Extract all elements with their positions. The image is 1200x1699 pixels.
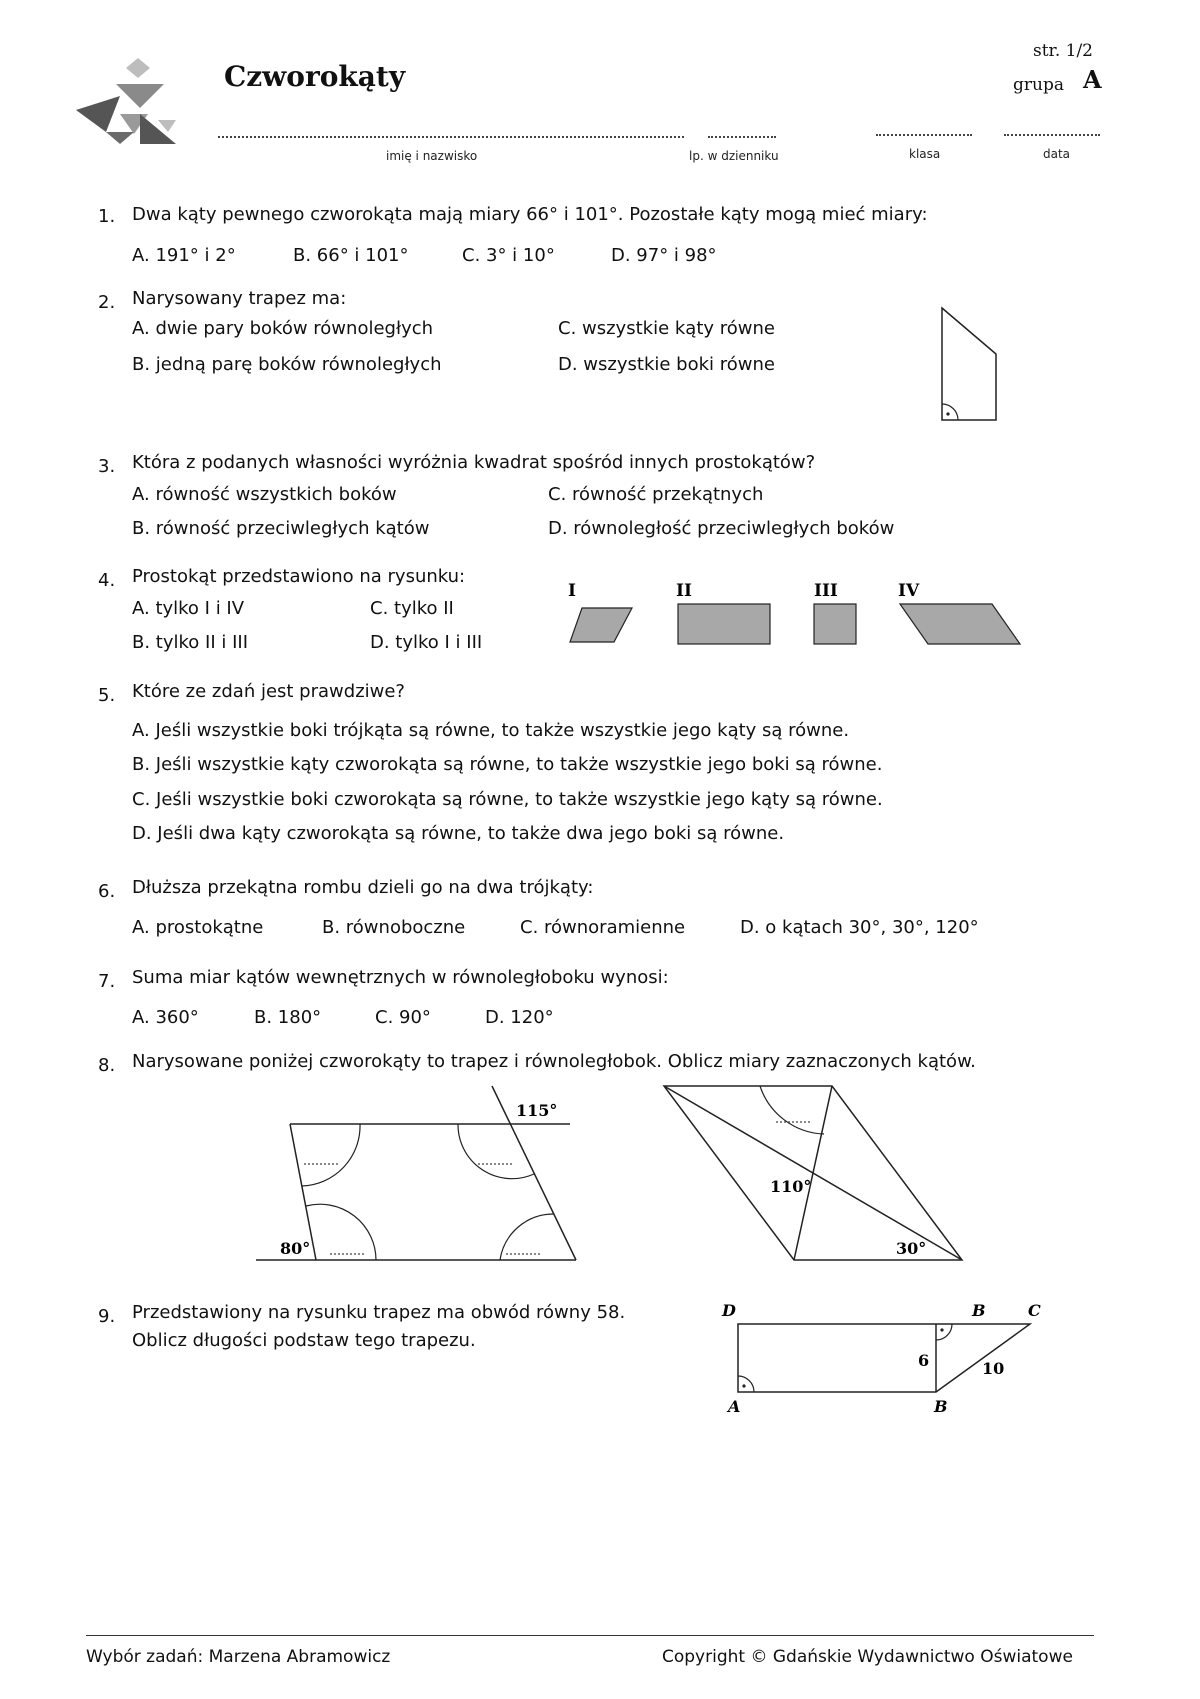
question-6-option-b[interactable]: B. równoboczne [322, 917, 466, 938]
logo-piece-dark-right [140, 114, 176, 144]
question-3-option-d[interactable]: D. równoległość przeciwległych boków [548, 518, 895, 539]
question-4-shapes-figure [560, 578, 1030, 658]
question-4-option-a[interactable]: A. tylko I i IV [132, 598, 245, 619]
question-1-option-c[interactable]: C. 3° i 10° [462, 245, 555, 266]
page-title: Czworokąty [224, 60, 406, 93]
question-6-option-c[interactable]: C. równoramienne [520, 917, 686, 938]
question-4-option-b[interactable]: B. tylko II i III [132, 632, 249, 653]
question-2-option-b[interactable]: B. jedną parę boków równoległych [132, 354, 442, 375]
question-2-option-a[interactable]: A. dwie pary boków równoległych [132, 318, 434, 339]
question-4-number: 4. [98, 570, 116, 591]
trapezoid-abcd-outline [738, 1324, 1030, 1392]
question-8-number: 8. [98, 1055, 116, 1076]
angle-label-80: 80° [280, 1239, 311, 1258]
shape-label-i: I [568, 581, 576, 601]
question-9-number: 9. [98, 1306, 116, 1327]
logo-piece-dark-bottom [106, 132, 134, 144]
question-5-option-d[interactable]: D. Jeśli dwa kąty czworokąta są równe, to także dwa jego boki są równe. [132, 823, 785, 844]
question-3-option-c[interactable]: C. równość przekątnych [548, 484, 764, 505]
height-label-6: 6 [918, 1351, 930, 1370]
question-4-option-d[interactable]: D. tylko I i III [370, 632, 483, 653]
question-5-number: 5. [98, 685, 116, 706]
question-1-option-b[interactable]: B. 66° i 101° [293, 245, 409, 266]
footer-divider [86, 1635, 1094, 1636]
angle-label-110: 110° [770, 1177, 812, 1196]
question-3-text: Która z podanych własności wyróżnia kwadrat spośród innych prostokątów? [132, 452, 816, 473]
vertex-label-d: D [722, 1301, 736, 1320]
question-6-text: Dłuższa przekątna rombu dzieli go na dwa trójkąty: [132, 877, 594, 898]
question-1-option-a[interactable]: A. 191° i 2° [132, 245, 236, 266]
right-angle-mark-height [936, 1324, 952, 1340]
question-6-number: 6. [98, 881, 116, 902]
group-letter: A [1083, 65, 1102, 94]
question-2-option-d[interactable]: D. wszystkie boki równe [558, 354, 775, 375]
class-field-label: klasa [909, 147, 941, 161]
angle-arc-bottom-left [306, 1204, 376, 1260]
number-field-label: lp. w dzienniku [689, 149, 779, 163]
class-field-line[interactable] [876, 134, 972, 136]
logo-piece-mid-top [116, 84, 164, 108]
question-1-number: 1. [98, 206, 116, 227]
side-label-10: 10 [982, 1359, 1005, 1378]
question-7-option-d[interactable]: D. 120° [485, 1007, 554, 1028]
question-2-text: Narysowany trapez ma: [132, 288, 347, 309]
page-number: str. 1/2 [1033, 41, 1093, 61]
question-6-option-a[interactable]: A. prostokątne [132, 917, 264, 938]
question-8-trapezoid-figure [252, 1084, 592, 1264]
angle-arc-top [760, 1086, 824, 1134]
logo-piece-light-small [158, 120, 176, 132]
question-7-number: 7. [98, 971, 116, 992]
right-angle-mark [942, 404, 958, 420]
angle-label-30: 30° [896, 1239, 927, 1258]
question-1-text: Dwa kąty pewnego czworokąta mają miary 66° i 101°. Pozostałe kąty mogą mieć miary: [132, 204, 928, 225]
date-field-line[interactable] [1004, 134, 1100, 136]
angle-arc-top-left [302, 1124, 360, 1186]
name-field-line[interactable] [218, 136, 684, 138]
shape-ii-rectangle [678, 604, 770, 644]
shape-i-parallelogram [570, 608, 632, 642]
question-5-option-b[interactable]: B. Jeśli wszystkie kąty czworokąta są równe, to także wszystkie jego boki są równe. [132, 754, 883, 775]
publisher-logo [76, 54, 186, 146]
question-9-text-line-2: Oblicz długości podstaw tego trapezu. [132, 1330, 476, 1351]
question-3-option-b[interactable]: B. równość przeciwległych kątów [132, 518, 430, 539]
point-label-b-top: B [972, 1301, 986, 1320]
question-5-option-a[interactable]: A. Jeśli wszystkie boki trójkąta są równe, to także wszystkie jego kąty są równe. [132, 720, 850, 741]
footer-author: Wybór zadań: Marzena Abramowicz [86, 1647, 391, 1667]
question-3-number: 3. [98, 456, 116, 477]
shape-label-iv: IV [898, 581, 920, 601]
question-3-option-a[interactable]: A. równość wszystkich boków [132, 484, 397, 505]
right-angle-mark-a [738, 1376, 754, 1392]
logo-piece-light-diamond [126, 58, 150, 78]
angle-arc-bottom-right [500, 1214, 554, 1260]
vertex-label-c: C [1028, 1301, 1041, 1320]
group-label: grupa [1013, 75, 1064, 95]
question-5-option-c[interactable]: C. Jeśli wszystkie boki czworokąta są równe, to także wszystkie jego kąty są równe. [132, 789, 883, 810]
question-5-text: Które ze zdań jest prawdziwe? [132, 681, 405, 702]
shape-iii-square [814, 604, 856, 644]
vertex-label-b: B [934, 1397, 948, 1416]
question-9-text-line-1: Przedstawiony na rysunku trapez ma obwód równy 58. [132, 1302, 626, 1323]
right-angle-dot [946, 412, 949, 415]
shape-label-iii: III [814, 581, 838, 601]
trapezoid-outline [942, 308, 996, 420]
angle-label-115: 115° [516, 1101, 558, 1120]
question-4-option-c[interactable]: C. tylko II [370, 598, 454, 619]
shape-label-ii: II [676, 581, 692, 601]
shape-iv-parallelogram [900, 604, 1020, 644]
question-7-option-c[interactable]: C. 90° [375, 1007, 431, 1028]
question-1-option-d[interactable]: D. 97° i 98° [611, 245, 717, 266]
date-field-label: data [1043, 147, 1071, 161]
question-7-option-b[interactable]: B. 180° [254, 1007, 322, 1028]
question-6-option-d[interactable]: D. o kątach 30°, 30°, 120° [740, 917, 979, 938]
right-angle-dot-a [742, 1384, 745, 1387]
question-2-number: 2. [98, 292, 116, 313]
question-8-parallelogram-figure [660, 1082, 970, 1266]
question-4-text: Prostokąt przedstawiono na rysunku: [132, 566, 466, 587]
question-2-trapezoid-figure [936, 304, 1004, 424]
question-7-text: Suma miar kątów wewnętrznych w równoległoboku wynosi: [132, 967, 669, 988]
name-field-label: imię i nazwisko [386, 149, 478, 163]
footer-copyright: Copyright © Gdańskie Wydawnictwo Oświatowe [662, 1647, 1073, 1667]
question-8-text: Narysowane poniżej czworokąty to trapez i równoległobok. Oblicz miary zaznaczonych kątów. [132, 1051, 976, 1072]
vertex-label-a: A [728, 1397, 741, 1416]
right-angle-dot-height [940, 1328, 943, 1331]
question-7-option-a[interactable]: A. 360° [132, 1007, 199, 1028]
question-2-option-c[interactable]: C. wszystkie kąty równe [558, 318, 775, 339]
logo-piece-dark-left [76, 96, 120, 132]
angle-arc-top-right [458, 1124, 534, 1179]
diagonal-short [794, 1086, 832, 1260]
number-field-line[interactable] [708, 136, 776, 138]
question-9-trapezoid-figure [720, 1300, 1060, 1420]
